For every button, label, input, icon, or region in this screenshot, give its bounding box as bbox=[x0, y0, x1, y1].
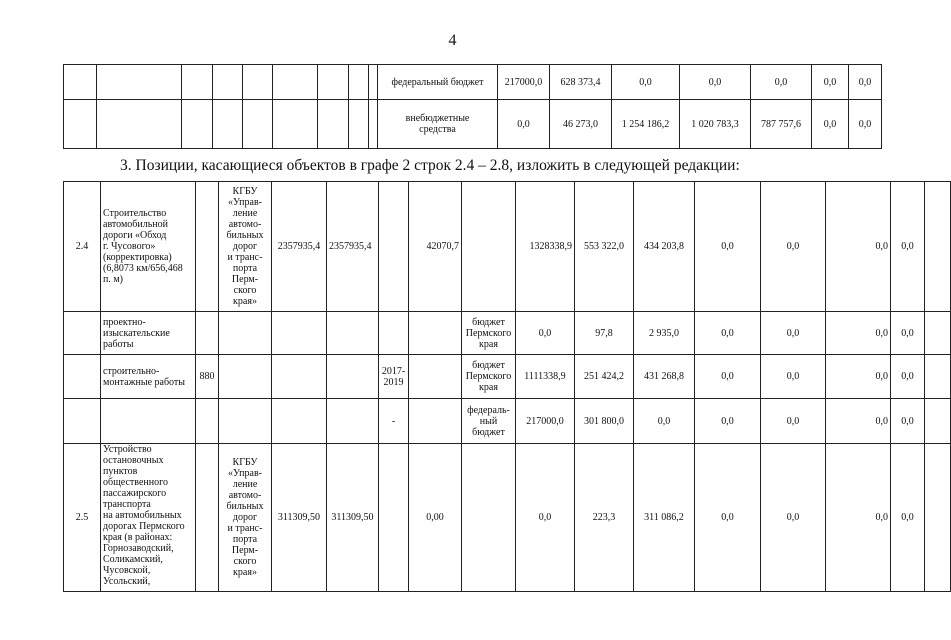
period: - bbox=[379, 399, 409, 444]
table-row bbox=[64, 399, 951, 444]
work-type: проектно- изыскательские работы bbox=[101, 312, 196, 355]
funding-source: бюджет Пермского края bbox=[462, 355, 516, 399]
main-table bbox=[63, 181, 951, 592]
value-cell: 0,0 bbox=[695, 355, 761, 399]
customer: КГБУ «Управ- ление автомо- бильных дорог и транс- порта Перм- ского края» bbox=[219, 444, 272, 592]
value-cell: 0,0 bbox=[516, 312, 575, 355]
value-cell: 42070,7 bbox=[409, 182, 462, 312]
object-name: Строительство автомобильной дороги «Обход г. Чусового» (корректировка) (6,8073 км/656,468 п. м) bbox=[101, 182, 196, 312]
value-cell: 223,3 bbox=[575, 444, 634, 592]
value-cell: 1 254 186,2 bbox=[612, 100, 680, 149]
object-name: Устройство остановочных пунктов общественного пассажирского транспорта на автомобильных дорогах Пермского края (в районах: Горнозаводский, Соликамский, Чусовской, Усольский, bbox=[101, 444, 196, 592]
funding-source: бюджет Пермского края bbox=[462, 312, 516, 355]
table-row bbox=[64, 182, 951, 312]
value-cell: 0,0 bbox=[826, 355, 891, 399]
table-row bbox=[64, 312, 951, 355]
value-cell: 0,0 bbox=[849, 65, 882, 100]
value-cell: 2357935,4 bbox=[272, 182, 327, 312]
value-cell: 787 757,6 bbox=[751, 100, 812, 149]
value-cell: 0,0 bbox=[891, 312, 925, 355]
value-cell: 0,0 bbox=[891, 399, 925, 444]
value-cell: 0,0 bbox=[695, 399, 761, 444]
value-cell: 434 203,8 bbox=[634, 182, 695, 312]
page-number: 4 bbox=[448, 32, 457, 49]
value-cell: 2 935,0 bbox=[634, 312, 695, 355]
value-cell: 0,0 bbox=[812, 65, 849, 100]
value-cell: 0,0 bbox=[826, 444, 891, 592]
value-cell: 0,0 bbox=[761, 444, 826, 592]
value-cell: 311309,50 bbox=[272, 444, 327, 592]
value-cell: 0,0 bbox=[751, 65, 812, 100]
value-cell: 0,0 bbox=[695, 312, 761, 355]
value-cell: 0,0 bbox=[761, 355, 826, 399]
value-cell: 1328338,9 bbox=[516, 182, 575, 312]
section-heading: 3. Позиции, касающиеся объектов в графе 2 строк 2.4 – 2.8, изложить в следующей редакции: bbox=[120, 157, 740, 174]
table-row bbox=[64, 444, 951, 592]
value-cell: 97,8 bbox=[575, 312, 634, 355]
value-cell: 0,0 bbox=[826, 399, 891, 444]
value-cell: 1111338,9 bbox=[516, 355, 575, 399]
period bbox=[379, 312, 409, 355]
value-cell: 0,0 bbox=[680, 65, 751, 100]
value-cell: 0,0 bbox=[826, 312, 891, 355]
value-cell: 0,0 bbox=[695, 444, 761, 592]
customer: КГБУ «Управ- ление автомо- бильных дорог и транс- порта Перм- ского края» bbox=[219, 182, 272, 312]
value-cell: 1 020 783,3 bbox=[680, 100, 751, 149]
value-cell: 0,0 bbox=[498, 100, 550, 149]
value-cell: 553 322,0 bbox=[575, 182, 634, 312]
value-cell: 0,00 bbox=[409, 444, 462, 592]
value-cell: 0,0 bbox=[891, 444, 925, 592]
funding-source: федераль- ный бюджет bbox=[462, 399, 516, 444]
table-row bbox=[64, 65, 882, 100]
funding-source: внебюджетные средства bbox=[378, 100, 498, 149]
capacity bbox=[196, 312, 219, 355]
top-table bbox=[63, 64, 882, 149]
value-cell: 311309,50 bbox=[327, 444, 379, 592]
work-type: строительно- монтажные работы bbox=[101, 355, 196, 399]
value-cell: 311 086,2 bbox=[634, 444, 695, 592]
value-cell: 0,0 bbox=[761, 182, 826, 312]
value-cell: 46 273,0 bbox=[550, 100, 612, 149]
value-cell: 0,0 bbox=[634, 399, 695, 444]
capacity: 880 bbox=[196, 355, 219, 399]
value-cell: 2357935,4 bbox=[327, 182, 379, 312]
funding-source: федеральный бюджет bbox=[378, 65, 498, 100]
value-cell: 431 268,8 bbox=[634, 355, 695, 399]
capacity bbox=[196, 399, 219, 444]
value-cell: 0,0 bbox=[891, 355, 925, 399]
value-cell: 0,0 bbox=[812, 100, 849, 149]
table-row bbox=[64, 100, 882, 149]
value-cell: 0,0 bbox=[516, 444, 575, 592]
value-cell: 0,0 bbox=[761, 312, 826, 355]
value-cell: 0,0 bbox=[891, 182, 925, 312]
value-cell: 0,0 bbox=[612, 65, 680, 100]
row-number: 2.5 bbox=[64, 444, 101, 592]
value-cell: 0,0 bbox=[849, 100, 882, 149]
value-cell: 217000,0 bbox=[498, 65, 550, 100]
period: 2017- 2019 bbox=[379, 355, 409, 399]
row-number: 2.4 bbox=[64, 182, 101, 312]
value-cell: 217000,0 bbox=[516, 399, 575, 444]
value-cell: 301 800,0 bbox=[575, 399, 634, 444]
value-cell: 628 373,4 bbox=[550, 65, 612, 100]
table-row bbox=[64, 355, 951, 399]
value-cell: 0,0 bbox=[826, 182, 891, 312]
value-cell: 0,0 bbox=[695, 182, 761, 312]
value-cell: 0,0 bbox=[761, 399, 826, 444]
work-type bbox=[101, 399, 196, 444]
value-cell: 251 424,2 bbox=[575, 355, 634, 399]
